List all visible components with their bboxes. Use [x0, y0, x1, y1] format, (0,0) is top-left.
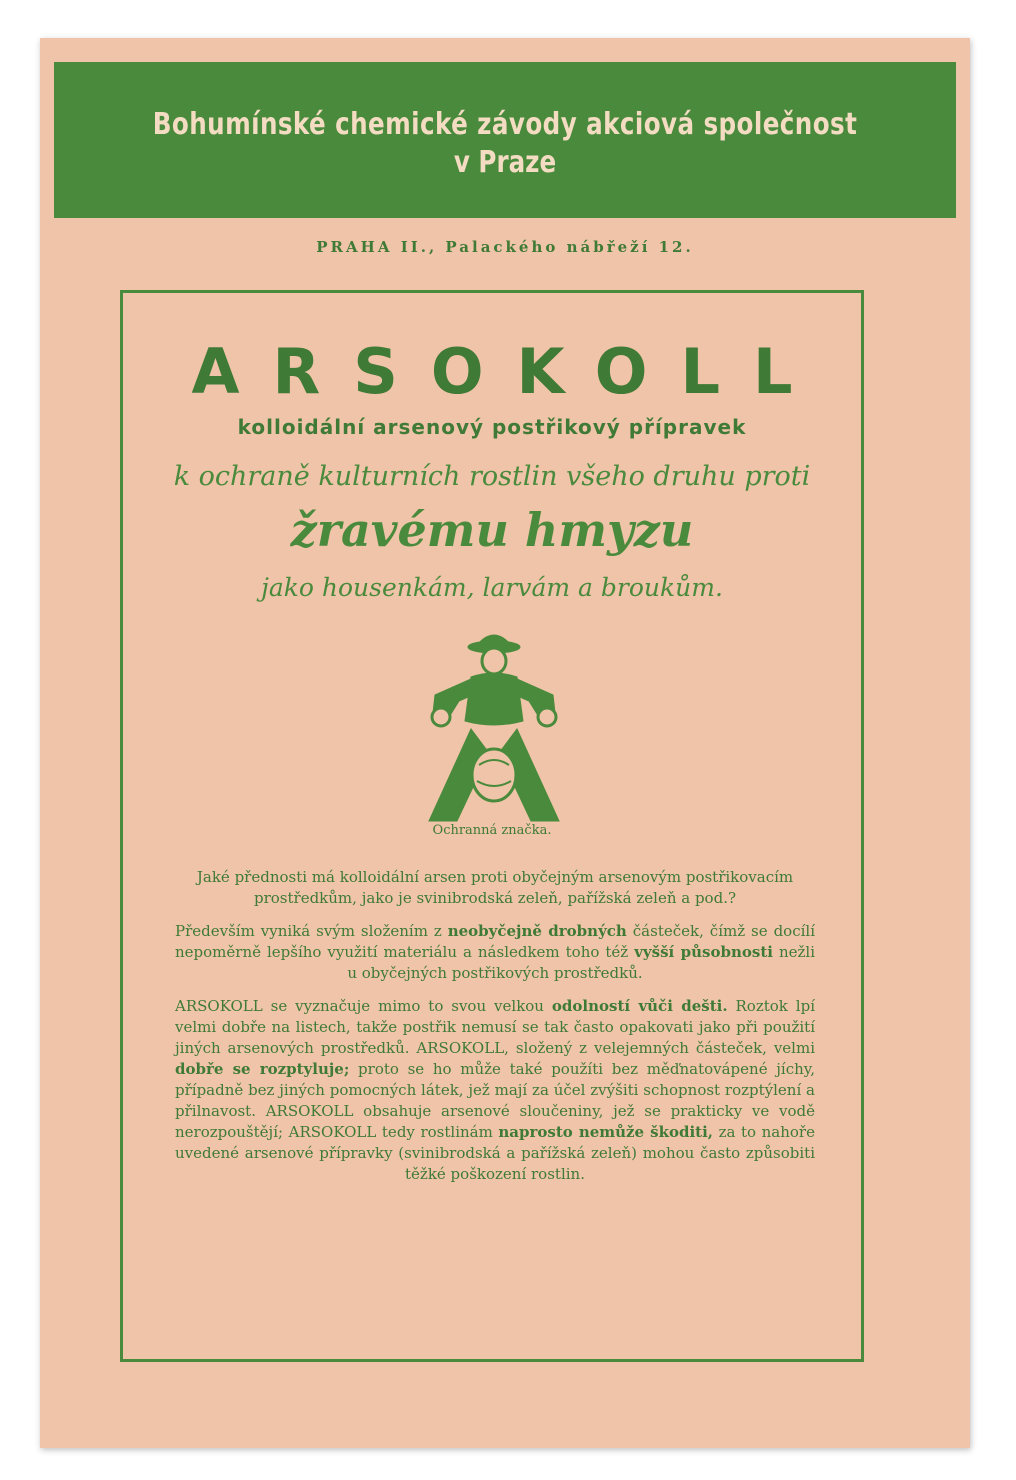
tagline-line-3: jako housenkám, larvám a broukům.	[261, 573, 723, 602]
product-name: ARSOKOLL	[191, 335, 826, 408]
company-name: Bohumínské chemické závody akciová společnost	[152, 107, 858, 142]
p3-emphasis-c: naprosto nemůže škoditi,	[498, 1123, 714, 1141]
p2-text-b: částeček, čímž se docílí nepoměrně lepšího využití materiálu a následkem toho též	[175, 922, 815, 961]
paragraph-3	[175, 996, 815, 1185]
p3-emphasis-b: dobře se rozptyluje;	[175, 1060, 350, 1078]
trademark-figure-icon	[419, 625, 569, 825]
tagline-line-2: žravému hmyzu	[290, 503, 694, 557]
company-banner	[54, 62, 956, 218]
p2-text-a: Především vyniká svým složením z	[175, 922, 448, 940]
p2-emphasis-a: neobyčejně drobných	[447, 922, 627, 940]
tagline-line-1: k ochraně kulturních rostlin všeho druhu proti	[173, 461, 811, 492]
p3-text-c: proto se ho může také použíti bez měďnatovápené jíchy, případně bez jiných pomocných látek, jež mají za účel zvýšiti schopnost rozptýlení a přilnavost. ARSOKOLL obsahuje arsenové sloučeniny, jež se prakticky ve vodě nerozpouštějí; ARSOKOLL tedy rostlinám	[175, 1060, 816, 1141]
paragraph-1: Jaké přednosti má kolloidální arsen proti obyčejným arsenovým postřikovacím prostředkům, jako je svinibrodská zeleň, pařížská zeleň a pod.?	[196, 868, 794, 907]
p3-text-a: ARSOKOLL se vyznačuje mimo to svou velkou	[175, 997, 552, 1015]
p2-text-c: nežli u obyčejných postřikových prostředků.	[347, 943, 815, 982]
paragraph-2	[175, 921, 815, 984]
body-text	[175, 867, 815, 1197]
company-address: PRAHA II., Palackého nábřeží 12.	[316, 238, 694, 256]
content-frame	[120, 290, 864, 1362]
trademark-caption: Ochranná značka.	[432, 823, 552, 838]
company-city: v Praze	[453, 145, 557, 180]
p3-text-b: Roztok lpí velmi dobře na listech, takže postřik nemusí se tak často opakovati jako při použití jiných arsenových prostředků. ARSOKOLL, složený z velejemných částeček, velmi	[175, 997, 816, 1057]
leaflet-sheet	[40, 38, 970, 1448]
product-subtitle: kolloidální arsenový postřikový přípravek	[237, 415, 747, 439]
p2-emphasis-b: vyšší působnosti	[634, 943, 773, 961]
p3-text-d: za to nahoře uvedené arsenové přípravky (svinibrodská a pařížská zeleň) mohou často způsobiti těžké poškození rostlin.	[175, 1123, 815, 1183]
p3-emphasis-a: odolností vůči dešti.	[551, 997, 728, 1015]
